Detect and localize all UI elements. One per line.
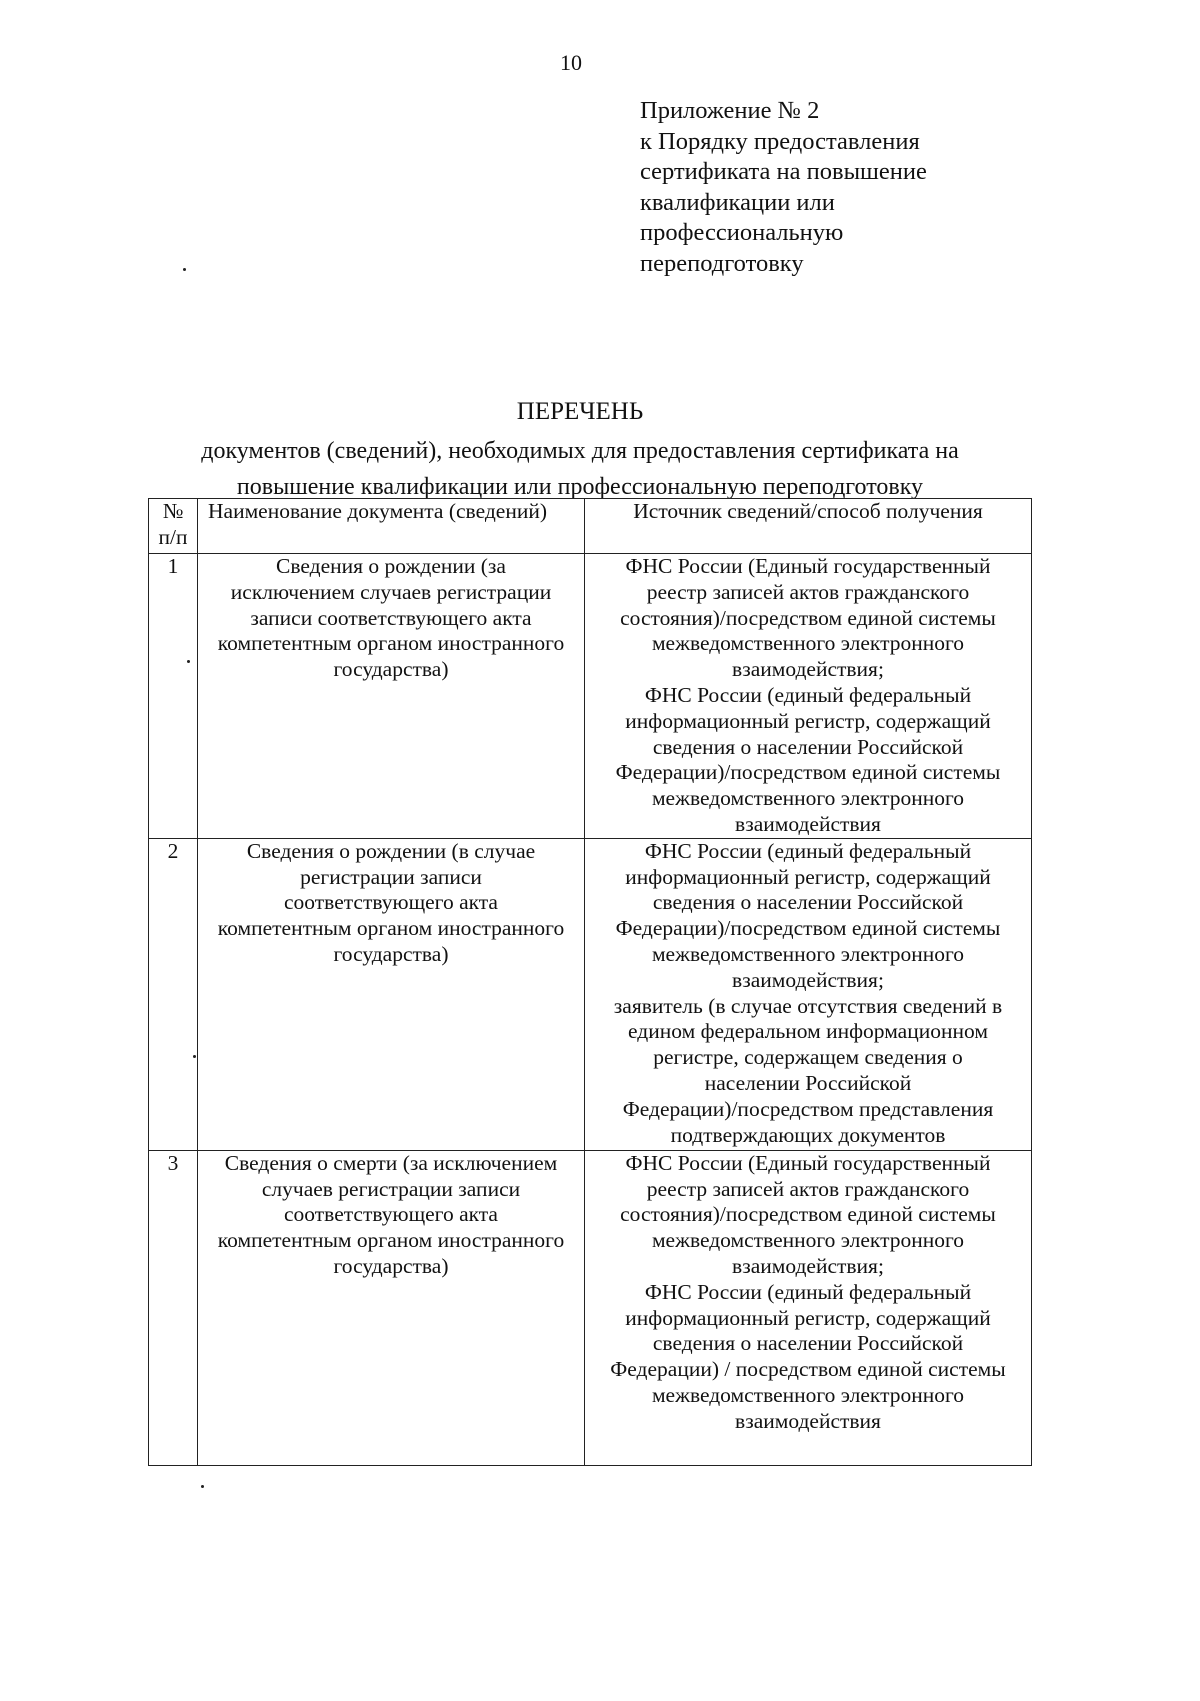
text-line: компетентным органом иностранного: [217, 916, 565, 941]
text-line: межведомственного электронного: [651, 1382, 965, 1407]
text-line: Сведения о рождении (за: [276, 554, 506, 578]
text-line: сведения о населении Российской: [652, 734, 964, 759]
row-number: 1: [149, 554, 198, 839]
document-subtitle: [150, 433, 1010, 505]
text-line: межведомственного электронного: [651, 1228, 965, 1253]
row-number: 3: [149, 1150, 198, 1465]
text-line: регистре, содержащем сведения о: [653, 1045, 963, 1070]
text-line: межведомственного электронного: [651, 786, 965, 811]
text-line: квалификации или: [640, 188, 835, 216]
text-line: государства): [333, 657, 449, 682]
text-line: взаимодействия: [735, 1408, 881, 1433]
text-line: Федерации)/посредством единой системы: [615, 916, 1001, 941]
text-line: Источник сведений/способ получения: [633, 499, 983, 523]
text-line: Сведения о рождении (в случае: [246, 838, 536, 863]
text-line: регистрации записи: [300, 864, 482, 889]
text-line: межведомственного электронного: [651, 941, 965, 966]
text-line: взаимодействия;: [732, 967, 884, 992]
documents-table: [148, 498, 1032, 1466]
text-line: едином федеральном информационном: [628, 1019, 988, 1044]
text-line: Федерации) / посредством единой системы: [610, 1357, 1006, 1382]
scan-speck: [193, 1055, 196, 1058]
text-line: исключением случаев регистрации: [230, 579, 552, 604]
text-line: состояния)/посредством единой системы: [620, 605, 996, 630]
text-line: реестр записей актов гражданского: [646, 579, 970, 604]
source-cell: [585, 838, 1032, 1150]
text-line: ФНС России (единый федеральный: [644, 838, 972, 863]
text-line: Наименование документа (сведений): [208, 499, 547, 523]
table-row: [149, 1150, 1032, 1465]
text-line: реестр записей актов гражданского: [646, 1176, 970, 1201]
text-line: Сведения о смерти (за исключением: [224, 1150, 558, 1175]
text-line: государства): [333, 1253, 449, 1278]
table-header-row: [149, 499, 1032, 554]
document-name-cell: [198, 838, 585, 1150]
header-number: [149, 499, 198, 554]
text-line: №: [162, 499, 184, 523]
text-line: государства): [333, 941, 449, 966]
text-line: сертификата на повышение: [640, 158, 927, 185]
text-line: профессиональную: [640, 219, 844, 246]
text-line: взаимодействия: [735, 811, 881, 836]
scan-speck: [187, 660, 190, 663]
text-line: сведения о населении Российской: [652, 890, 964, 915]
text-line: переподготовку: [640, 249, 804, 277]
row-number: 2: [149, 838, 198, 1150]
table-row: [149, 554, 1032, 839]
text-line: ФНС России (Единый государственный: [625, 1150, 991, 1175]
header-document-name: [198, 499, 585, 554]
text-line: повышение квалификации или профессиональную переподготовку: [236, 474, 924, 500]
text-line: взаимодействия;: [732, 657, 884, 682]
scan-speck: [183, 268, 186, 271]
text-line: соответствующего акта: [284, 1202, 498, 1227]
text-line: информационный регистр, содержащий: [625, 1305, 991, 1330]
text-line: ФНС России (единый федеральный: [644, 1279, 972, 1304]
text-line: межведомственного электронного: [651, 631, 965, 656]
document-name-cell: [198, 1150, 585, 1465]
text-line: ФНС России (Единый государственный: [625, 554, 991, 578]
text-line: Федерации)/посредством представления: [622, 1096, 994, 1121]
text-line: сведения о населении Российской: [652, 1331, 964, 1356]
text-line: ФНС России (единый федеральный: [644, 682, 972, 707]
table-row: [149, 838, 1032, 1150]
text-line: соответствующего акта: [284, 890, 498, 915]
header-source: [585, 499, 1032, 554]
text-line: к Порядку предоставления: [640, 127, 920, 155]
text-line: случаев регистрации записи: [261, 1176, 521, 1201]
text-line: подтверждающих документов: [670, 1122, 946, 1147]
text-line: Приложение № 2: [640, 97, 820, 124]
text-line: населении Российской: [704, 1070, 912, 1095]
text-line: заявитель (в случае отсутствия сведений в: [613, 993, 1003, 1018]
text-line: информационный регистр, содержащий: [625, 708, 991, 733]
text-line: состояния)/посредством единой системы: [620, 1202, 996, 1227]
scan-speck: [201, 1485, 204, 1488]
text-line: информационный регистр, содержащий: [625, 864, 991, 889]
text-line: документов (сведений), необходимых для предоставления сертификата на: [201, 438, 959, 464]
appendix-header: [640, 96, 927, 279]
source-cell: [585, 554, 1032, 839]
text-line: взаимодействия;: [732, 1253, 884, 1278]
document-title: ПЕРЕЧЕНЬ: [516, 398, 644, 425]
document-name-cell: [198, 554, 585, 839]
text-line: п/п: [158, 524, 188, 549]
text-line: компетентным органом иностранного: [217, 1228, 565, 1253]
text-line: Федерации)/посредством единой системы: [615, 760, 1001, 785]
page-number: 10: [560, 50, 582, 75]
text-line: компетентным органом иностранного: [217, 631, 565, 656]
text-line: записи соответствующего акта: [250, 605, 532, 630]
source-cell: [585, 1150, 1032, 1465]
